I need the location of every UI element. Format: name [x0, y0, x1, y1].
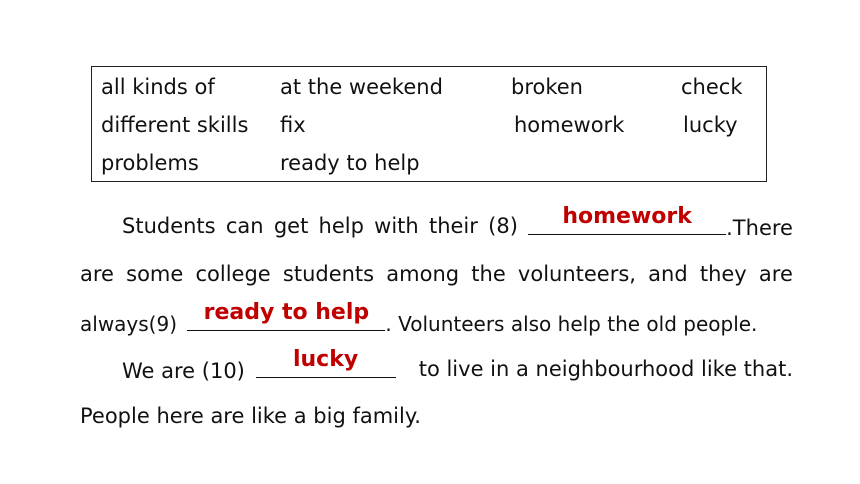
- passage-word: .There: [726, 216, 793, 240]
- passage-text: People here are like a big family.: [80, 404, 421, 428]
- blank-10-group: [122, 347, 396, 384]
- passage-word: can: [225, 214, 264, 238]
- answer-blank-8[interactable]: [528, 204, 726, 235]
- passage-word: (8): [488, 214, 518, 238]
- passage-word: college: [195, 262, 271, 286]
- passage-line-3: [80, 300, 793, 337]
- passage-word: are: [758, 262, 793, 286]
- passage-line-2: [80, 261, 793, 287]
- passage-word: among: [386, 262, 460, 286]
- passage-word: Students: [122, 214, 216, 238]
- passage-line-1: [122, 204, 793, 241]
- passage-word: volunteers,: [517, 262, 636, 286]
- passage-text: We are (10): [122, 359, 245, 383]
- answer-10: lucky: [292, 347, 359, 372]
- passage-word: are: [80, 262, 114, 286]
- passage-word: help: [318, 214, 364, 238]
- passage-word: get: [273, 214, 309, 238]
- passage-word: and: [648, 262, 688, 286]
- answer-blank-10[interactable]: [256, 347, 396, 378]
- passage-word: their: [428, 214, 478, 238]
- passage-line-5: [80, 403, 793, 429]
- word-bank-item: check: [681, 75, 743, 99]
- passage-word: the: [471, 262, 506, 286]
- word-bank-item: fix: [280, 113, 306, 137]
- passage-word: with: [374, 214, 419, 238]
- passage-line-4: [122, 347, 793, 384]
- word-bank-item: lucky: [683, 113, 738, 137]
- answer-8: homework: [562, 204, 692, 229]
- blank-8-group: [528, 204, 793, 241]
- answer-blank-9[interactable]: [187, 300, 385, 331]
- word-bank-item: ready to help: [280, 151, 420, 175]
- passage-word: some: [126, 262, 184, 286]
- passage-text: to live in a neighbourhood like that.: [418, 357, 793, 381]
- word-bank-item: all kinds of: [101, 75, 215, 99]
- passage-text: . Volunteers also help the old people.: [385, 312, 758, 336]
- word-bank-item: homework: [514, 113, 625, 137]
- word-bank-box: [91, 66, 767, 182]
- passage-word: they: [699, 262, 747, 286]
- word-bank-item: problems: [101, 151, 199, 175]
- answer-9: ready to help: [203, 300, 370, 325]
- passage-word: students: [282, 262, 375, 286]
- word-bank-item: at the weekend: [280, 75, 443, 99]
- word-bank-item: different skills: [101, 113, 249, 137]
- word-bank-item: broken: [511, 75, 583, 99]
- passage-text: always(9): [80, 312, 178, 336]
